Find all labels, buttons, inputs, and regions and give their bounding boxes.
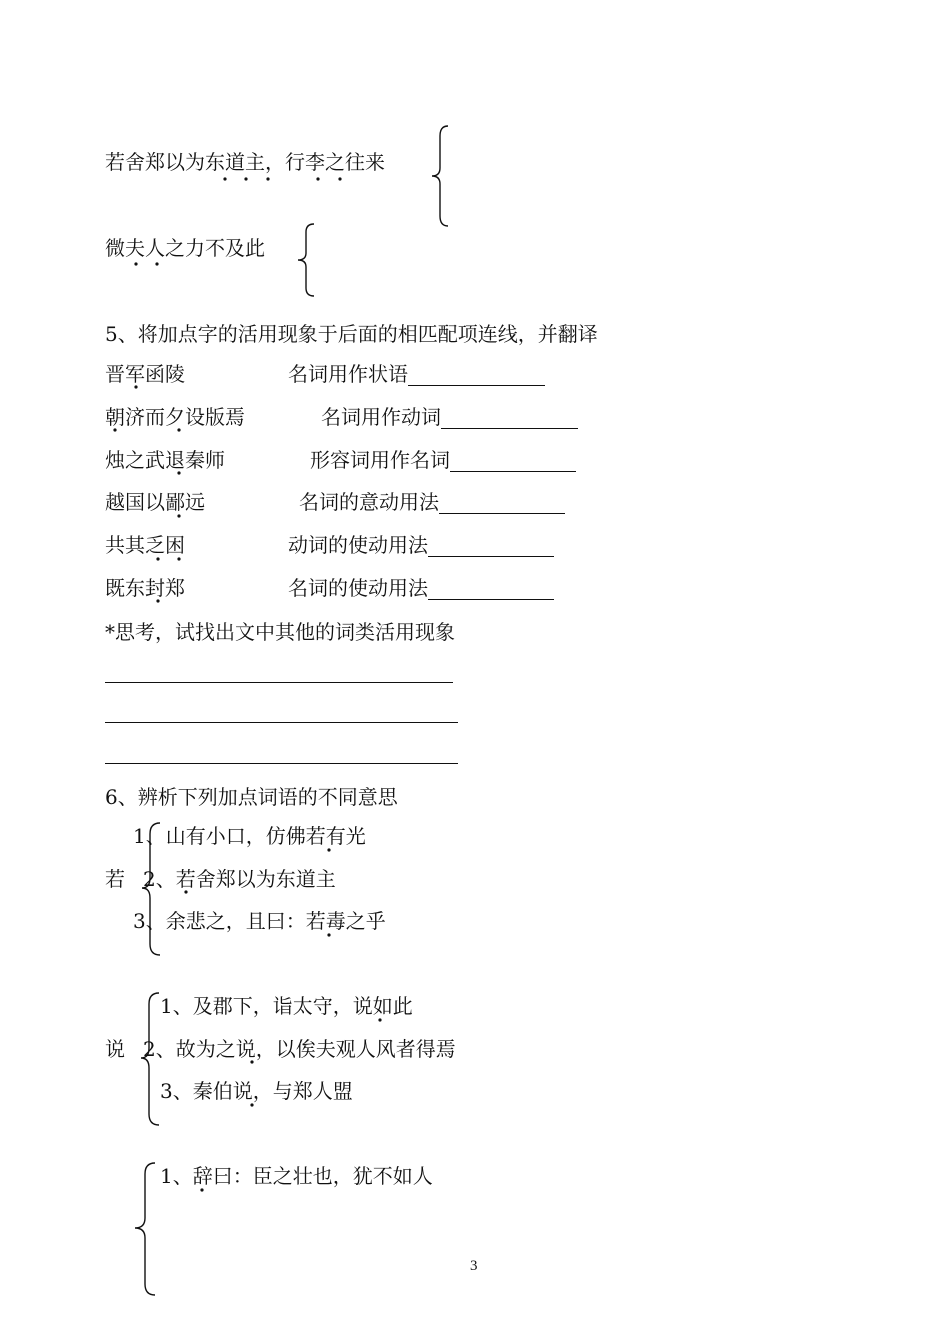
q5-usage-4: 名词的意动用法 — [299, 490, 565, 514]
q5-sentence-2: 朝济而夕设版焉 — [105, 405, 245, 429]
answer-blank-2[interactable] — [441, 408, 578, 429]
answer-line-2[interactable] — [105, 722, 458, 723]
answer-line-1[interactable] — [105, 682, 453, 683]
q6-shuo-item-1: 1、及郡下，诣太守，说如此 — [160, 994, 413, 1018]
answer-blank-3[interactable] — [450, 451, 576, 472]
q5-sentence-5: 共其乏困 — [105, 533, 185, 557]
q5-sentence-1: 晋军函陵 — [105, 362, 185, 386]
brace-group-three — [131, 1160, 159, 1298]
answer-blank-1[interactable] — [408, 365, 545, 386]
q5-usage-5: 动词的使动用法 — [288, 533, 554, 557]
q5-sentence-6: 既东封郑 — [105, 576, 185, 600]
q6-ruo-item-2: 2、若舍郑以为东道主 — [143, 867, 336, 891]
answer-blank-4[interactable] — [439, 493, 565, 514]
q6-shuo-item-3: 3、秦伯说，与郑人盟 — [160, 1079, 353, 1103]
answer-line-3[interactable] — [105, 763, 458, 764]
answer-blank-5[interactable] — [428, 536, 554, 557]
q6-title: 6、辨析下列加点词语的不同意思 — [105, 785, 398, 809]
page-number: 3 — [470, 1258, 478, 1274]
q5-think-prompt: *思考，试找出文中其他的词类活用现象 — [105, 620, 455, 644]
q4-sentence-2: 微夫人之力不及此 — [105, 236, 265, 260]
q4-sentence-1: 若舍郑以为东道主，行李之往来 — [105, 150, 385, 174]
q6-word-shuo: 说 — [105, 1037, 125, 1061]
q5-usage-1: 名词用作状语 — [288, 362, 545, 386]
q5-sentence-4: 越国以鄙远 — [105, 490, 205, 514]
q5-usage-3: 形容词用作名词 — [310, 448, 576, 472]
answer-blank-6[interactable] — [428, 579, 554, 600]
q6-word-ruo: 若 — [105, 867, 125, 891]
q5-title: 5、将加点字的活用现象于后面的相匹配项连线，并翻译 — [105, 322, 598, 346]
q5-usage-6: 名词的使动用法 — [288, 576, 554, 600]
q6-three-item-1: 1、辞曰：臣之壮也，犹不如人 — [160, 1164, 433, 1188]
q5-usage-2: 名词用作动词 — [321, 405, 578, 429]
q6-ruo-item-1: 1、山有小口，仿佛若有光 — [133, 824, 366, 848]
q6-ruo-item-3: 3、余悲之，且曰：若毒之乎 — [133, 909, 386, 933]
q5-sentence-3: 烛之武退秦师 — [105, 448, 225, 472]
q6-shuo-item-2: 2、故为之说，以俟夫观人风者得焉 — [143, 1037, 456, 1061]
